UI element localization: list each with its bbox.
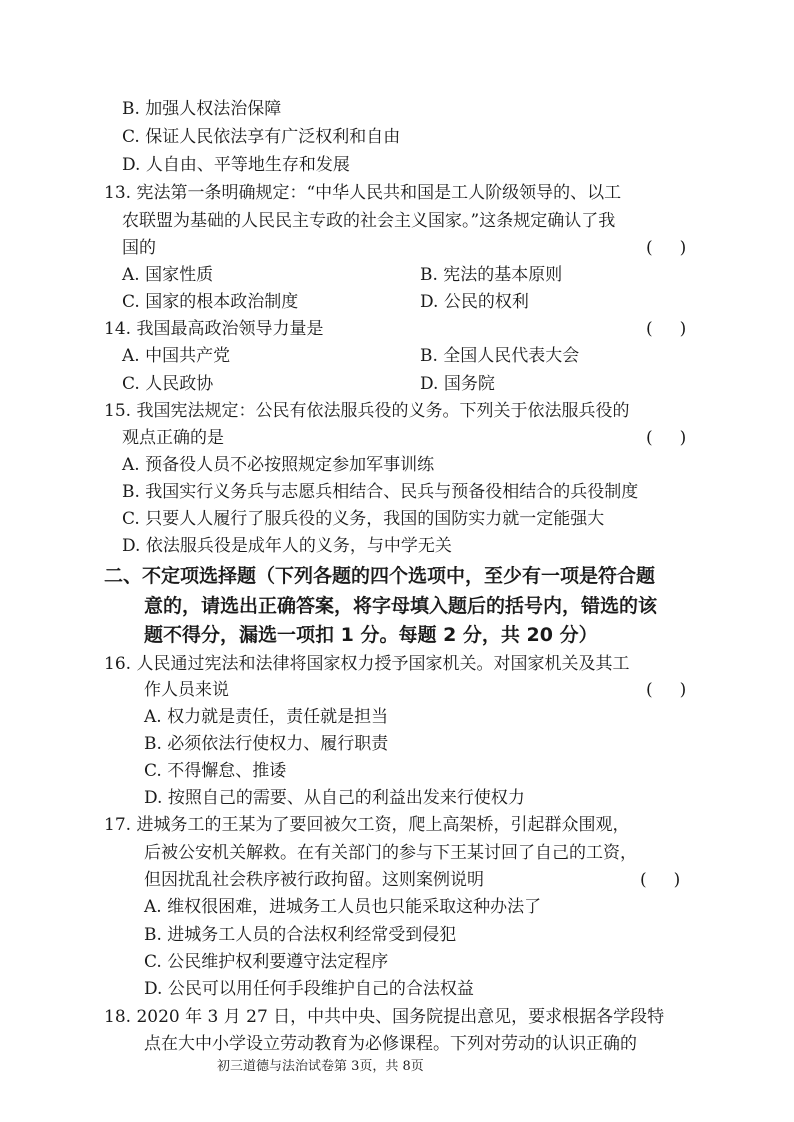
section-2-heading-line-2: 意的，请选出正确答案，将字母填入题后的括号内，错选的该 xyxy=(144,595,658,617)
q16-answer-paren: ( ) xyxy=(646,680,687,700)
q13-option-c: C. 国家的根本政治制度 xyxy=(122,292,299,312)
page-footer: 初三道德与法治试卷第 3页，共 8页 xyxy=(217,1059,424,1074)
q15-option-a: A. 预备役人员不必按照规定参加军事训练 xyxy=(122,455,435,475)
q16-option-a: A. 权力就是责任，责任就是担当 xyxy=(144,707,389,727)
q14-option-b: B. 全国人民代表大会 xyxy=(420,346,580,366)
q13-option-d: D. 公民的权利 xyxy=(420,292,529,312)
q17-answer-paren: ( ) xyxy=(640,870,681,890)
q17-stem-line-2: 后被公安机关解救。在有关部门的参与下王某讨回了自己的工资， xyxy=(144,843,637,863)
q15-answer-paren: ( ) xyxy=(646,428,687,448)
q14-stem-line-1: 14. 我国最高政治领导力量是 xyxy=(104,319,324,339)
q12-option-c: C. 保证人民依法享有广泛权利和自由 xyxy=(122,127,401,147)
q13-option-a: A. 国家性质 xyxy=(122,265,214,285)
q16-stem-line-1: 16. 人民通过宪法和法律将国家权力授予国家机关。对国家机关及其工 xyxy=(104,654,630,674)
q16-stem-line-2: 作人员来说 xyxy=(144,680,229,700)
q15-option-c: C. 只要人人履行了服兵役的义务，我国的国防实力就一定能强大 xyxy=(122,509,605,529)
q14-option-a: A. 中国共产党 xyxy=(122,346,231,366)
q16-option-b: B. 必须依法行使权力、履行职责 xyxy=(144,734,389,754)
q18-stem-line-2: 点在大中小学设立劳动教育为必修课程。下列对劳动的认识正确的 xyxy=(144,1034,637,1054)
q15-option-d: D. 依法服兵役是成年人的义务，与中学无关 xyxy=(122,536,452,556)
q17-option-a: A. 维权很困难，进城务工人员也只能采取这种办法了 xyxy=(144,897,542,917)
q14-option-c: C. 人民政协 xyxy=(122,374,214,394)
q16-option-d: D. 按照自己的需要、从自己的利益出发来行使权力 xyxy=(144,788,525,808)
q13-stem-line-3: 国的 xyxy=(122,238,156,258)
q15-stem-line-1: 15. 我国宪法规定：公民有依法服兵役的义务。下列关于依法服兵役的 xyxy=(104,401,630,421)
q15-stem-line-2: 观点正确的是 xyxy=(122,428,224,448)
q13-answer-paren: ( ) xyxy=(646,238,687,258)
q16-option-c: C. 不得懈怠、推诿 xyxy=(144,761,287,781)
q14-answer-paren: ( ) xyxy=(646,319,687,339)
q14-option-d: D. 国务院 xyxy=(420,374,495,394)
section-2-heading-line-3: 题不得分，漏选一项扣 1 分。每题 2 分，共 20 分） xyxy=(144,624,598,646)
q17-stem-line-1: 17. 进城务工的王某为了要回被欠工资，爬上高架桥，引起群众围观， xyxy=(104,815,630,835)
q15-option-b: B. 我国实行义务兵与志愿兵相结合、民兵与预备役相结合的兵役制度 xyxy=(122,482,639,502)
q12-option-d: D. 人自由、平等地生存和发展 xyxy=(122,155,350,175)
q17-option-c: C. 公民维护权利要遵守法定程序 xyxy=(144,952,389,972)
q17-option-b: B. 进城务工人员的合法权利经常受到侵犯 xyxy=(144,925,457,945)
q18-stem-line-1: 18. 2020 年 3 月 27 日，中共中央、国务院提出意见，要求根据各学段特 xyxy=(104,1007,665,1027)
q12-option-b: B. 加强人权法治保障 xyxy=(122,99,282,119)
q13-stem-line-2: 农联盟为基础的人民民主专政的社会主义国家。”这条规定确认了我 xyxy=(122,211,616,231)
section-2-heading-line-1: 二、不定项选择题（下列各题的四个选项中，至少有一项是符合题 xyxy=(104,565,656,587)
q13-option-b: B. 宪法的基本原则 xyxy=(420,265,563,285)
q13-stem-line-1: 13. 宪法第一条明确规定：“中华人民共和国是工人阶级领导的、以工 xyxy=(104,183,622,203)
q17-stem-line-3: 但因扰乱社会秩序被行政拘留。这则案例说明 xyxy=(144,870,484,890)
q17-option-d: D. 公民可以用任何手段维护自己的合法权益 xyxy=(144,979,474,999)
